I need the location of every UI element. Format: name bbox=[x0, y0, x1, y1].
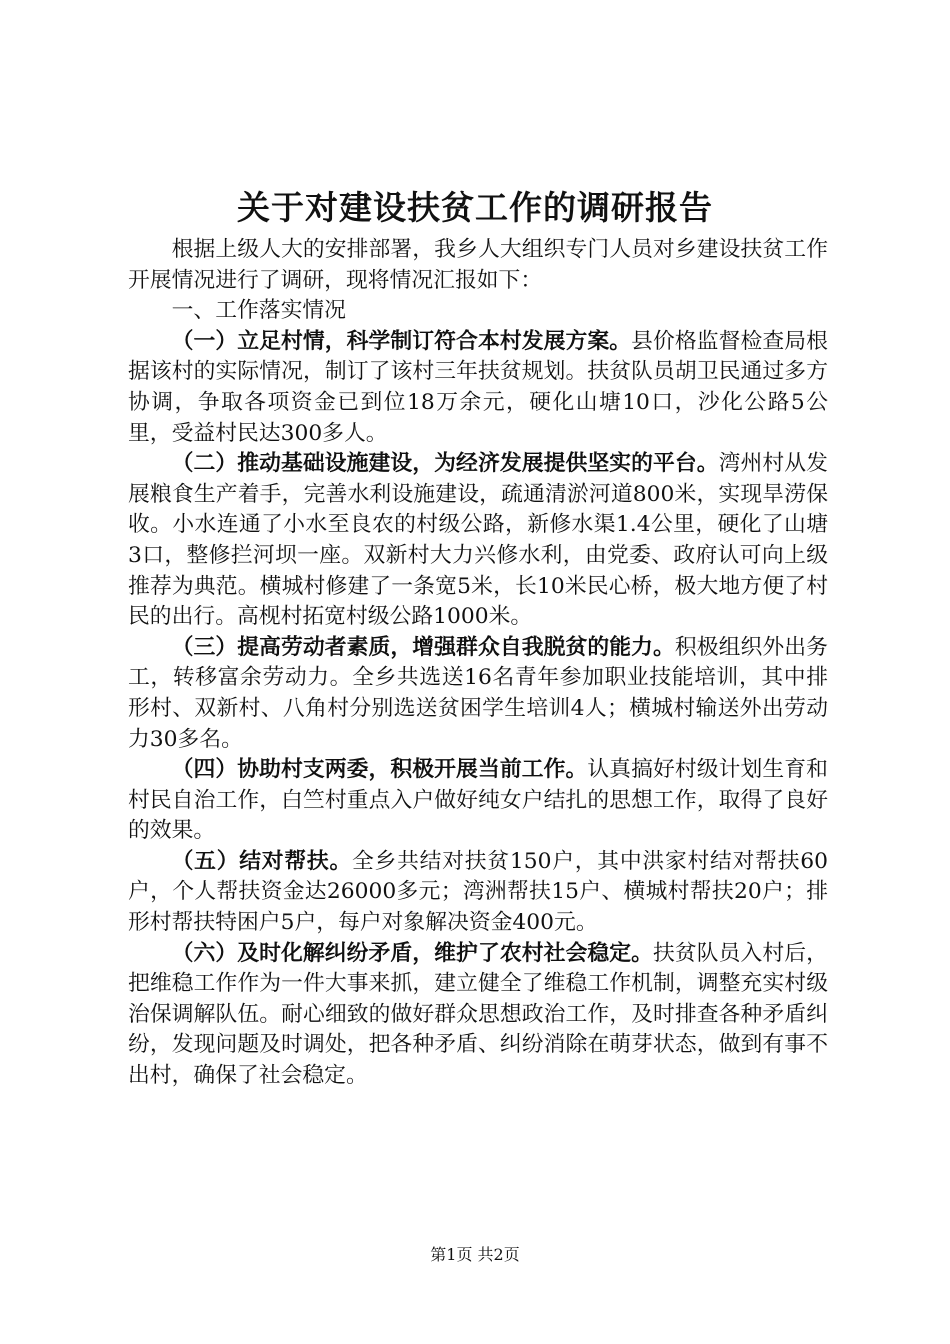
paragraph-6-lead: （六）及时化解纠纷矛盾，维护了农村社会稳定。 bbox=[171, 940, 653, 966]
paragraph-5-text: 全乡共结对扶贫150户，其中洪家村结对帮扶60户，个人帮扶资金达26000多元；湾洲帮扶15户、横城村帮扶20户；排形村帮扶特困户5户，每户对象解决资金400元。 bbox=[128, 848, 828, 936]
section-heading: 一、工作落实情况 bbox=[171, 298, 346, 324]
paragraph-5 bbox=[128, 847, 828, 939]
paragraph-2-text: 湾州村从发展粮食生产着手，完善水利设施建设，疏通清淤河道800米，实现旱涝保收。小水连通了小水至良农的村级公路，新修水渠1.4公里，硬化了山塘3口，整修拦河坝一座。双新村大力兴修水利，由党委、政府认可向上级推荐为典范。横城村修建了一条宽5米，长10米民心桥，极大地方便了村民的出行。高枧村拓宽村级公路1000米。 bbox=[128, 451, 828, 630]
paragraph-1-text: 县价格监督检查局根据该村的实际情况，制订了该村三年扶贫规划。扶贫队员胡卫民通过多方协调，争取各项资金已到位18万余元，硬化山塘10口，沙化公路5公里，受益村民达300多人。 bbox=[128, 328, 828, 446]
paragraph-4-lead: （四）协助村支两委，积极开展当前工作。 bbox=[171, 757, 588, 783]
paragraph-4-text: 认真搞好村级计划生育和村民自治工作，白竺村重点入户做好纯女户结扎的思想工作，取得了良好的效果。 bbox=[128, 757, 828, 844]
document-body bbox=[128, 235, 828, 1092]
paragraph-5-lead: （五）结对帮扶。 bbox=[171, 848, 352, 874]
paragraph-4 bbox=[128, 755, 828, 847]
paragraph-2-lead: （二）推动基础设施建设，为经济发展提供坚实的平台。 bbox=[171, 451, 719, 477]
paragraph-1-lead: （一）立足村情，科学制订符合本村发展方案。 bbox=[171, 328, 632, 354]
paragraph-3-text: 积极组织外出务工，转移富余劳动力。全乡共选送16名青年参加职业技能培训，其中排形村、双新村、八角村分别选送贫困学生培训4人；横城村输送外出劳动力30多名。 bbox=[128, 634, 828, 752]
intro-paragraph: 根据上级人大的安排部署，我乡人大组织专门人员对乡建设扶贫工作开展情况进行了调研，现将情况汇报如下： bbox=[128, 237, 828, 293]
page-footer: 第1页 共2页 bbox=[430, 1245, 520, 1264]
paragraph-6 bbox=[128, 939, 828, 1092]
paragraph-3 bbox=[128, 633, 828, 755]
paragraph-3-lead: （三）提高劳动者素质，增强群众自我脱贫的能力。 bbox=[171, 634, 675, 660]
paragraph-2 bbox=[128, 449, 828, 633]
paragraph-6-text: 扶贫队员入村后，把维稳工作作为一件大事来抓，建立健全了维稳工作机制，调整充实村级治保调解队伍。耐心细致的做好群众思想政治工作，及时排查各种矛盾纠纷，发现问题及时调处，把各种矛盾、纠纷消除在萌芽状态，做到有事不出村，确保了社会稳定。 bbox=[128, 940, 828, 1089]
document-title: 关于对建设扶贫工作的调研报告 bbox=[237, 188, 713, 227]
paragraph-1 bbox=[128, 327, 828, 449]
